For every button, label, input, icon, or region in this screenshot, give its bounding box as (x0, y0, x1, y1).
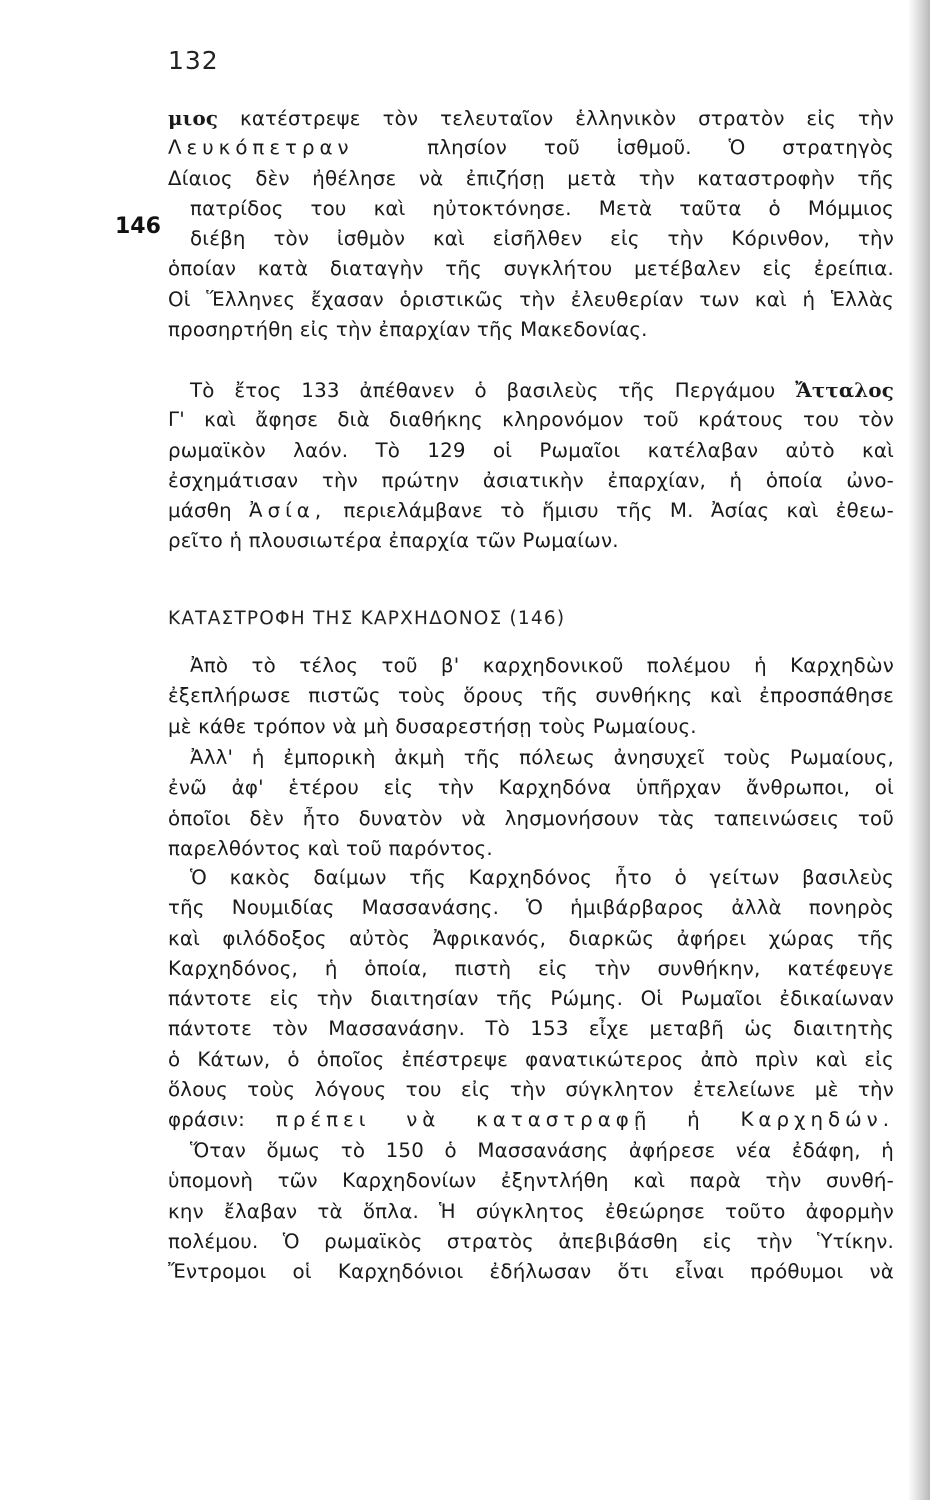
text-segment: περιελάμβανε τὸ ἥμισυ τῆς Μ. Ἀσίας καὶ ἐθεω- (326, 499, 894, 523)
text-line: Δίαιος δὲν ἠθέλησε νὰ ἐπιζήσῃ μετὰ τὴν καταστροφὴν τῆς (168, 166, 894, 190)
text-line: διέβη τὸν ἰσθμὸν καὶ εἰσῆλθεν εἰς τὴν Κόρινθον, τὴν (190, 227, 894, 251)
text-line: Καρχηδόνος, ἡ ὁποία, πιστὴ εἰς τὴν συνθήκην, κατέφευγε (168, 956, 894, 980)
text-line (168, 375, 894, 405)
text-segment: κατέστρεψε τὸν τελευταῖον ἑλληνικὸν στρατὸν εἰς τὴν (218, 107, 894, 130)
paragraph-1 (168, 103, 894, 345)
text-line: ὑπομονὴ τῶν Καρχηδονίων ἐξηντλήθη καὶ παρὰ τὴν συνθή- (168, 1169, 894, 1193)
page-number: 132 (168, 46, 219, 75)
text-line: πάντοτε εἰς τὴν διαιτησίαν τῆς Ρώμης. Οἱ Ρωμαῖοι ἐδικαίωναν (168, 987, 894, 1011)
spaced-phrase: πρέπει νὰ καταστραφῇ ἡ Καρχηδών. (275, 1108, 895, 1132)
paragraph-3 (168, 651, 894, 742)
text-line: πατρίδος του καὶ ηὐτοκτόνησε. Μετὰ ταῦτα ὁ Μόμμιος (190, 196, 894, 220)
text-line: ὁποίαν κατὰ διαταγὴν τῆς συγκλήτου μετέβαλεν εἰς ἐρείπια. (168, 257, 894, 281)
text-line: κην ἔλαβαν τὰ ὅπλα. Ἡ σύγκλητος ἐθεώρησε τοῦτο ἀφορμὴν (168, 1199, 894, 1223)
text-line: ὁ Κάτων, ὁ ὁποῖος ἐπέστρεψε φανατικώτερος ἀπὸ πρὶν καὶ εἰς (168, 1047, 894, 1071)
text-line: τῆς Νουμιδίας Μασσανάσης. Ὁ ἡμιβάρβαρος ἀλλὰ πονηρὸς (168, 896, 894, 920)
text-line: προσηρτήθη εἰς τὴν ἐπαρχίαν τῆς Μακεδονίας. (168, 318, 648, 342)
text-line (168, 103, 894, 133)
text-line: πολέμου. Ὁ ρωμαϊκὸς στρατὸς ἀπεβιβάσθη εἰς τὴν Ὑτίκην. (168, 1229, 894, 1253)
text-line (168, 1105, 894, 1135)
section-heading: ΚΑΤΑΣΤΡΟΦΗ ΤΗΣ ΚΑΡΧΗΔΟΝΟΣ (146) (168, 608, 566, 629)
text-segment: φράσιν: (168, 1108, 276, 1132)
text-line: πάντοτε τὸν Μασσανάσην. Τὸ 153 εἶχε μεταβῆ ὡς διαιτητὴς (168, 1017, 894, 1041)
bold-word: μιος (168, 106, 219, 130)
text-line: καὶ φιλόδοξος αὐτὸς Ἀφρικανός, διαρκῶς ἀφήρει χώρας τῆς (168, 926, 894, 950)
spaced-word: Ἀσία, (249, 499, 327, 523)
paragraph-2 (168, 375, 894, 557)
text-line: Ὅταν ὅμως τὸ 150 ὁ Μασσανάσης ἀφήρεσε νέα ἐδάφη, ἡ (190, 1139, 894, 1162)
paragraph-6 (168, 1136, 894, 1287)
margin-year-note: 146 (115, 214, 161, 239)
text-line: Ἀλλ' ἡ ἐμπορικὴ ἀκμὴ τῆς πόλεως ἀνησυχεῖ τοὺς Ρωμαίους, (190, 746, 894, 769)
text-line: ρεῖτο ἡ πλουσιωτέρα ἐπαρχία τῶν Ρωμαίων. (168, 529, 619, 553)
text-line: ρωμαϊκὸν λαόν. Τὸ 129 οἱ Ρωμαῖοι κατέλαβαν αὐτὸ καὶ (168, 438, 894, 462)
text-segment: μάσθη (168, 499, 250, 523)
text-line: μὲ κάθε τρόπον νὰ μὴ δυσαρεστήσῃ τοὺς Ρωμαίους. (168, 714, 697, 738)
text-segment: Τὸ ἔτος 133 ἀπέθανεν ὁ βασιλεὺς τῆς Περγάμου (190, 379, 796, 402)
paragraph-5 (168, 863, 894, 1136)
text-line: Ἔντρομοι οἱ Καρχηδόνιοι ἐδήλωσαν ὅτι εἶναι πρόθυμοι νὰ (168, 1260, 894, 1284)
spaced-word: Λευκόπετραν (168, 136, 354, 160)
text-line (168, 133, 894, 163)
page-edge-shadow (908, 0, 930, 1500)
text-line: ὁποῖοι δὲν ἦτο δυνατὸν νὰ λησμονήσουν τὰς ταπεινώσεις τοῦ (168, 806, 894, 830)
text-line: Οἱ Ἕλληνες ἔχασαν ὁριστικῶς τὴν ἐλευθερίαν των καὶ ἡ Ἑλλὰς (168, 287, 894, 311)
text-line: Γ' καὶ ἄφησε διὰ διαθήκης κληρονόμον τοῦ κράτους του τὸν (168, 408, 894, 432)
bold-name: Ἄτταλος (795, 378, 894, 402)
text-line: παρελθόντος καὶ τοῦ παρόντος. (168, 836, 493, 860)
text-segment: πλησίον τοῦ ἰσθμοῦ. Ὁ στρατηγὸς (353, 136, 894, 160)
text-line: ἐσχημάτισαν τὴν πρώτην ἀσιατικὴν ἐπαρχίαν, ἡ ὁποία ὠνο- (168, 468, 894, 492)
paragraph-4 (168, 743, 894, 864)
text-line: ἐξεπλήρωσε πιστῶς τοὺς ὅρους τῆς συνθήκης καὶ ἐπροσπάθησε (168, 684, 894, 708)
text-line: ὅλους τοὺς λόγους του εἰς τὴν σύγκλητον ἐτελείωνε μὲ τὴν (168, 1078, 894, 1102)
text-line: Ὁ κακὸς δαίμων τῆς Καρχηδόνος ἦτο ὁ γείτων βασιλεὺς (190, 866, 894, 889)
text-line: Ἀπὸ τὸ τέλος τοῦ β' καρχηδονικοῦ πολέμου ἡ Καρχηδὼν (190, 654, 894, 677)
text-line: ἐνῶ ἀφ' ἑτέρου εἰς τὴν Καρχηδόνα ὑπῆρχαν ἄνθρωποι, οἱ (168, 776, 894, 800)
text-line (168, 496, 894, 526)
